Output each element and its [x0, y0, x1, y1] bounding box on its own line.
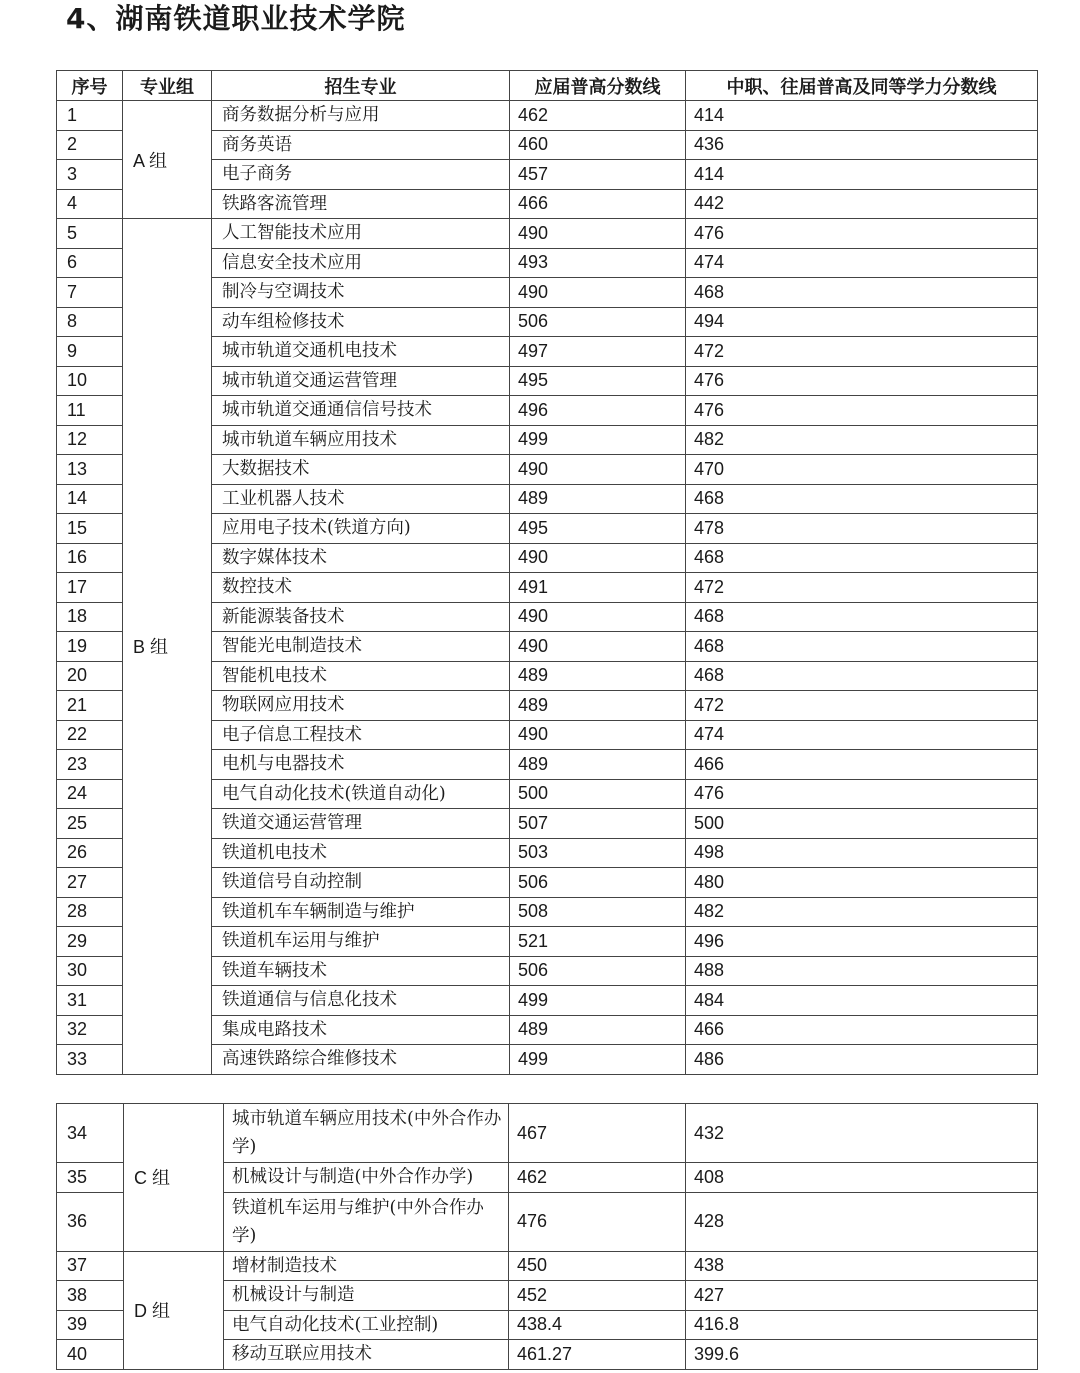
serial-cell: 20 — [57, 661, 123, 691]
major-cell: 铁道机车车辆制造与维护 — [212, 897, 510, 927]
major-cell: 铁道交通运营管理 — [212, 809, 510, 839]
serial-cell: 34 — [57, 1104, 124, 1163]
serial-cell: 10 — [57, 366, 123, 396]
fresh-score-cell: 496 — [510, 396, 686, 426]
serial-cell: 23 — [57, 750, 123, 780]
major-cell: 物联网应用技术 — [212, 691, 510, 721]
fresh-score-cell: 495 — [510, 514, 686, 544]
other-score-cell: 474 — [686, 720, 1038, 750]
major-cell: 铁道通信与信息化技术 — [212, 986, 510, 1016]
serial-cell: 29 — [57, 927, 123, 957]
other-score-cell: 427 — [686, 1281, 1038, 1311]
serial-cell: 39 — [57, 1310, 124, 1340]
fresh-score-cell: 506 — [510, 956, 686, 986]
other-score-cell: 466 — [686, 1015, 1038, 1045]
major-cell: 数字媒体技术 — [212, 543, 510, 573]
major-cell: 商务数据分析与应用 — [212, 101, 510, 131]
major-cell: 城市轨道车辆应用技术(中外合作办学) — [224, 1104, 509, 1163]
other-score-cell: 468 — [686, 484, 1038, 514]
other-score-cell: 414 — [686, 160, 1038, 190]
other-score-cell: 476 — [686, 779, 1038, 809]
fresh-score-cell: 503 — [510, 838, 686, 868]
fresh-score-cell: 450 — [509, 1251, 686, 1281]
fresh-score-cell: 490 — [510, 602, 686, 632]
other-score-cell: 468 — [686, 661, 1038, 691]
major-cell: 电机与电器技术 — [212, 750, 510, 780]
fresh-score-cell: 499 — [510, 986, 686, 1016]
serial-cell: 38 — [57, 1281, 124, 1311]
other-score-cell: 472 — [686, 337, 1038, 367]
major-cell: 城市轨道交通运营管理 — [212, 366, 510, 396]
major-cell: 机械设计与制造 — [224, 1281, 509, 1311]
header-other-score: 中职、往届普高及同等学力分数线 — [686, 71, 1038, 101]
admission-score-table-continued — [56, 1103, 1038, 1370]
serial-cell: 9 — [57, 337, 123, 367]
major-cell: 电气自动化技术(铁道自动化) — [212, 779, 510, 809]
fresh-score-cell: 467 — [509, 1104, 686, 1163]
header-major: 招生专业 — [212, 71, 510, 101]
table-header-row — [57, 71, 1038, 101]
major-cell: 铁路客流管理 — [212, 189, 510, 219]
other-score-cell: 416.8 — [686, 1310, 1038, 1340]
serial-cell: 5 — [57, 219, 123, 249]
fresh-score-cell: 476 — [509, 1192, 686, 1251]
major-cell: 大数据技术 — [212, 455, 510, 485]
major-cell: 集成电路技术 — [212, 1015, 510, 1045]
header-fresh-score: 应届普高分数线 — [510, 71, 686, 101]
fresh-score-cell: 438.4 — [509, 1310, 686, 1340]
major-cell: 铁道信号自动控制 — [212, 868, 510, 898]
serial-cell: 18 — [57, 602, 123, 632]
fresh-score-cell: 461.27 — [509, 1340, 686, 1370]
major-cell: 人工智能技术应用 — [212, 219, 510, 249]
serial-cell: 14 — [57, 484, 123, 514]
major-cell: 电气自动化技术(工业控制) — [224, 1310, 509, 1340]
serial-cell: 30 — [57, 956, 123, 986]
major-cell: 铁道机车运用与维护(中外合作办学) — [224, 1192, 509, 1251]
fresh-score-cell: 489 — [510, 691, 686, 721]
serial-cell: 25 — [57, 809, 123, 839]
serial-cell: 13 — [57, 455, 123, 485]
other-score-cell: 432 — [686, 1104, 1038, 1163]
fresh-score-cell: 489 — [510, 661, 686, 691]
serial-cell: 11 — [57, 396, 123, 426]
major-cell: 城市轨道交通通信信号技术 — [212, 396, 510, 426]
serial-cell: 1 — [57, 101, 123, 131]
fresh-score-cell: 490 — [510, 219, 686, 249]
fresh-score-cell: 490 — [510, 543, 686, 573]
other-score-cell: 496 — [686, 927, 1038, 957]
other-score-cell: 500 — [686, 809, 1038, 839]
major-cell: 铁道机车运用与维护 — [212, 927, 510, 957]
major-cell: 城市轨道交通机电技术 — [212, 337, 510, 367]
serial-cell: 7 — [57, 278, 123, 308]
page-title: 4、湖南铁道职业技术学院 — [66, 2, 406, 35]
other-score-cell: 494 — [686, 307, 1038, 337]
table-row — [57, 101, 1038, 131]
other-score-cell: 488 — [686, 956, 1038, 986]
header-serial: 序号 — [57, 71, 123, 101]
other-score-cell: 442 — [686, 189, 1038, 219]
fresh-score-cell: 489 — [510, 750, 686, 780]
other-score-cell: 482 — [686, 425, 1038, 455]
serial-cell: 27 — [57, 868, 123, 898]
serial-cell: 28 — [57, 897, 123, 927]
major-cell: 铁道机电技术 — [212, 838, 510, 868]
major-cell: 工业机器人技术 — [212, 484, 510, 514]
major-cell: 商务英语 — [212, 130, 510, 160]
major-cell: 动车组检修技术 — [212, 307, 510, 337]
major-cell: 数控技术 — [212, 573, 510, 603]
fresh-score-cell: 499 — [510, 1045, 686, 1075]
serial-cell: 16 — [57, 543, 123, 573]
fresh-score-cell: 493 — [510, 248, 686, 278]
other-score-cell: 498 — [686, 838, 1038, 868]
fresh-score-cell: 457 — [510, 160, 686, 190]
serial-cell: 19 — [57, 632, 123, 662]
serial-cell: 32 — [57, 1015, 123, 1045]
fresh-score-cell: 506 — [510, 307, 686, 337]
fresh-score-cell: 521 — [510, 927, 686, 957]
group-cell: D 组 — [124, 1251, 224, 1369]
fresh-score-cell: 490 — [510, 632, 686, 662]
other-score-cell: 436 — [686, 130, 1038, 160]
fresh-score-cell: 452 — [509, 1281, 686, 1311]
fresh-score-cell: 462 — [509, 1163, 686, 1193]
serial-cell: 26 — [57, 838, 123, 868]
fresh-score-cell: 490 — [510, 455, 686, 485]
group-cell: B 组 — [123, 219, 212, 1075]
serial-cell: 6 — [57, 248, 123, 278]
table-row — [57, 219, 1038, 249]
other-score-cell: 474 — [686, 248, 1038, 278]
major-cell: 移动互联应用技术 — [224, 1340, 509, 1370]
major-cell: 制冷与空调技术 — [212, 278, 510, 308]
major-cell: 智能光电制造技术 — [212, 632, 510, 662]
major-cell: 智能机电技术 — [212, 661, 510, 691]
serial-cell: 37 — [57, 1251, 124, 1281]
fresh-score-cell: 491 — [510, 573, 686, 603]
fresh-score-cell: 466 — [510, 189, 686, 219]
serial-cell: 12 — [57, 425, 123, 455]
other-score-cell: 478 — [686, 514, 1038, 544]
fresh-score-cell: 489 — [510, 484, 686, 514]
serial-cell: 22 — [57, 720, 123, 750]
major-cell: 新能源装备技术 — [212, 602, 510, 632]
other-score-cell: 482 — [686, 897, 1038, 927]
other-score-cell: 480 — [686, 868, 1038, 898]
other-score-cell: 470 — [686, 455, 1038, 485]
major-cell: 铁道车辆技术 — [212, 956, 510, 986]
other-score-cell: 484 — [686, 986, 1038, 1016]
major-cell: 信息安全技术应用 — [212, 248, 510, 278]
other-score-cell: 476 — [686, 366, 1038, 396]
admission-score-table — [56, 70, 1038, 1075]
serial-cell: 35 — [57, 1163, 124, 1193]
serial-cell: 17 — [57, 573, 123, 603]
fresh-score-cell: 508 — [510, 897, 686, 927]
group-cell: C 组 — [124, 1104, 224, 1252]
major-cell: 高速铁路综合维修技术 — [212, 1045, 510, 1075]
other-score-cell: 468 — [686, 632, 1038, 662]
fresh-score-cell: 495 — [510, 366, 686, 396]
serial-cell: 33 — [57, 1045, 123, 1075]
serial-cell: 8 — [57, 307, 123, 337]
major-cell: 电子商务 — [212, 160, 510, 190]
serial-cell: 4 — [57, 189, 123, 219]
serial-cell: 3 — [57, 160, 123, 190]
major-cell: 城市轨道车辆应用技术 — [212, 425, 510, 455]
fresh-score-cell: 507 — [510, 809, 686, 839]
other-score-cell: 476 — [686, 219, 1038, 249]
major-cell: 电子信息工程技术 — [212, 720, 510, 750]
other-score-cell: 414 — [686, 101, 1038, 131]
major-cell: 应用电子技术(铁道方向) — [212, 514, 510, 544]
major-cell: 增材制造技术 — [224, 1251, 509, 1281]
other-score-cell: 468 — [686, 278, 1038, 308]
fresh-score-cell: 490 — [510, 720, 686, 750]
other-score-cell: 466 — [686, 750, 1038, 780]
fresh-score-cell: 500 — [510, 779, 686, 809]
serial-cell: 24 — [57, 779, 123, 809]
fresh-score-cell: 506 — [510, 868, 686, 898]
fresh-score-cell: 460 — [510, 130, 686, 160]
table-row — [57, 1104, 1038, 1163]
fresh-score-cell: 462 — [510, 101, 686, 131]
serial-cell: 15 — [57, 514, 123, 544]
group-cell: A 组 — [123, 101, 212, 219]
serial-cell: 40 — [57, 1340, 124, 1370]
fresh-score-cell: 497 — [510, 337, 686, 367]
other-score-cell: 472 — [686, 691, 1038, 721]
major-cell: 机械设计与制造(中外合作办学) — [224, 1163, 509, 1193]
other-score-cell: 428 — [686, 1192, 1038, 1251]
other-score-cell: 399.6 — [686, 1340, 1038, 1370]
serial-cell: 2 — [57, 130, 123, 160]
header-group: 专业组 — [123, 71, 212, 101]
serial-cell: 21 — [57, 691, 123, 721]
serial-cell: 31 — [57, 986, 123, 1016]
other-score-cell: 486 — [686, 1045, 1038, 1075]
other-score-cell: 472 — [686, 573, 1038, 603]
other-score-cell: 408 — [686, 1163, 1038, 1193]
serial-cell: 36 — [57, 1192, 124, 1251]
other-score-cell: 476 — [686, 396, 1038, 426]
fresh-score-cell: 489 — [510, 1015, 686, 1045]
table-row — [57, 1251, 1038, 1281]
fresh-score-cell: 490 — [510, 278, 686, 308]
other-score-cell: 468 — [686, 543, 1038, 573]
fresh-score-cell: 499 — [510, 425, 686, 455]
other-score-cell: 468 — [686, 602, 1038, 632]
other-score-cell: 438 — [686, 1251, 1038, 1281]
